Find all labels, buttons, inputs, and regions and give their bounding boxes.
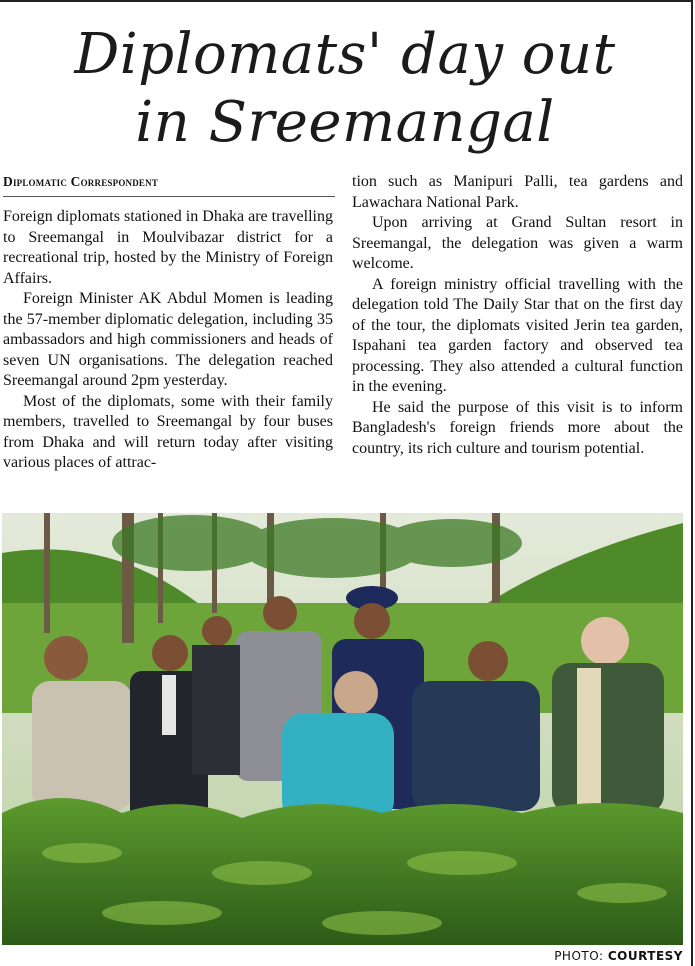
paragraph: Upon arriving at Grand Sultan resort in Sreemangal, the delegation was given a warm welcome. — [352, 214, 683, 272]
headline-line-2: in Sreemangal — [135, 90, 555, 155]
right-border-rule — [691, 0, 693, 966]
paragraph-continued: tion such as Manipuri Palli, tea gardens and Lawachara National Park. — [352, 173, 683, 211]
byline: Diplomatic Correspondent — [3, 174, 159, 189]
article-column-left — [3, 207, 333, 474]
paragraph: A foreign ministry official travelling with the delegation told The Daily Star that on the first day of the tour, the diplomats visited Jerin tea garden, Ispahani tea garden factory and observed tea processing. They also attended a cultural function in the evening. — [352, 275, 683, 395]
paragraph: He said the purpose of this visit is to inform Bangladesh's foreign friends more about the country, its rich culture and tourism potential. — [352, 398, 683, 457]
byline-rule — [3, 196, 335, 197]
article-column-right — [352, 172, 683, 459]
news-photo — [2, 513, 683, 945]
photo-credit-source: COURTESY — [607, 949, 683, 963]
photo-credit-prefix: PHOTO: — [554, 949, 608, 963]
paragraph: Foreign Minister AK Abdul Momen is leading the 57-member diplomatic delegation, including 35 ambassadors and high commissioners and heads of seven UN organisations. The delegation reached Sreemangal around 2pm yesterday. — [3, 290, 333, 389]
top-border-rule — [0, 0, 691, 2]
paragraph: Most of the diplomats, some with their family members, travelled to Sreemangal by four buses from Dhaka and will return today after visiting various places of attrac- — [3, 392, 333, 471]
headline-line-1: Diplomats' day out — [74, 22, 616, 87]
photo-credit — [554, 949, 683, 963]
paragraph: Foreign diplomats stationed in Dhaka are travelling to Sreemangal in Moulvibazar district for a recreational trip, hosted by the Ministry of Foreign Affairs. — [3, 208, 333, 287]
